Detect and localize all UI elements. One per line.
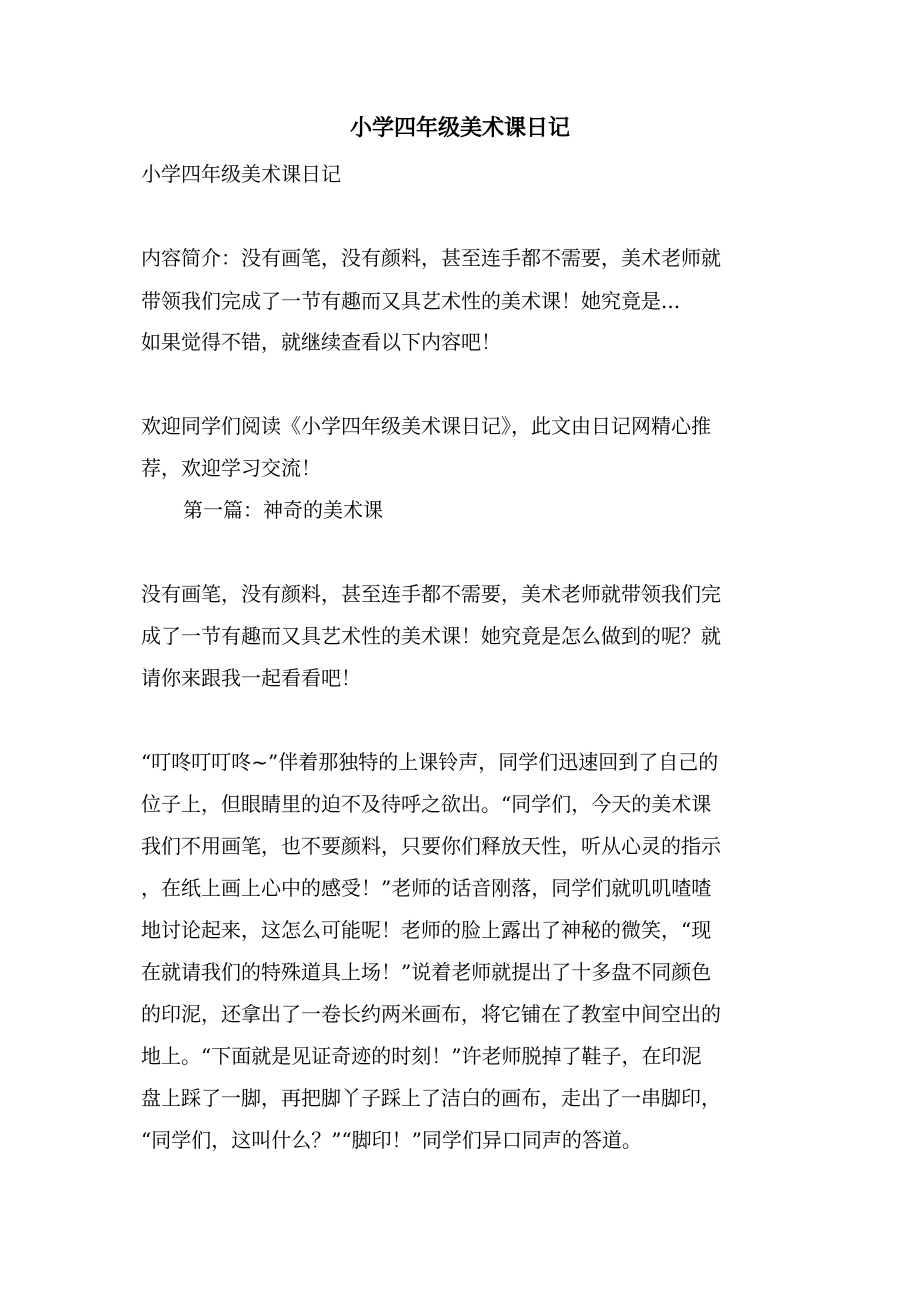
paragraph-line: 的印泥，还拿出了一卷长约两米画布，将它铺在了教室中间空出的 [141,1002,721,1026]
paragraph-line: 请你来跟我一起看看吧！ [141,666,361,690]
welcome-line: 欢迎同学们阅读《小学四年级美术课日记》，此文由日记网精心推 [141,414,711,438]
paragraph-line: 位子上，但眼睛里的迫不及待呼之欲出。“同学们，今天的美术课 [141,792,712,816]
intro-line: 如果觉得不错，就继续查看以下内容吧！ [141,330,501,354]
intro-line: 内容简介：没有画笔，没有颜料，甚至连手都不需要，美术老师就 [141,246,721,270]
welcome-line: 荐，欢迎学习交流！ [141,456,321,480]
intro-line: 带领我们完成了一节有趣而又具艺术性的美术课！她究竟是... [141,289,681,313]
paragraph-line: 成了一节有趣而又具艺术性的美术课！她究竟是怎么做到的呢？就 [141,624,721,648]
paragraph-line: “叮咚叮叮咚~”伴着那独特的上课铃声，同学们迅速回到了自己的 [141,750,719,774]
document-title: 小学四年级美术课日记 [349,115,570,141]
paragraph-line: 我们不用画笔，也不要颜料，只要你们释放天性，听从心灵的指示 [141,834,721,858]
paragraph-line: 在就请我们的特殊道具上场！”说着老师就提出了十多盘不同颜色 [141,960,712,984]
paragraph-line: 没有画笔，没有颜料，甚至连手都不需要，美术老师就带领我们完 [141,582,721,606]
paragraph-line: 盘上踩了一脚，再把脚丫子踩上了洁白的画布，走出了一串脚印， [141,1086,721,1110]
paragraph-line: 地上。“下面就是见证奇迹的时刻！”许老师脱掉了鞋子，在印泥 [141,1044,702,1068]
paragraph-line: “同学们，这叫什么？”“脚印！”同学们异口同声的答道。 [141,1128,642,1152]
subtitle: 小学四年级美术课日记 [141,162,341,186]
paragraph-line: ，在纸上画上心中的感受！”老师的话音刚落，同学们就叽叽喳喳 [141,876,712,900]
section-heading: 第一篇：神奇的美术课 [183,498,383,522]
paragraph-line: 地讨论起来，这怎么可能呢！老师的脸上露出了神秘的微笑，“现 [141,918,712,942]
